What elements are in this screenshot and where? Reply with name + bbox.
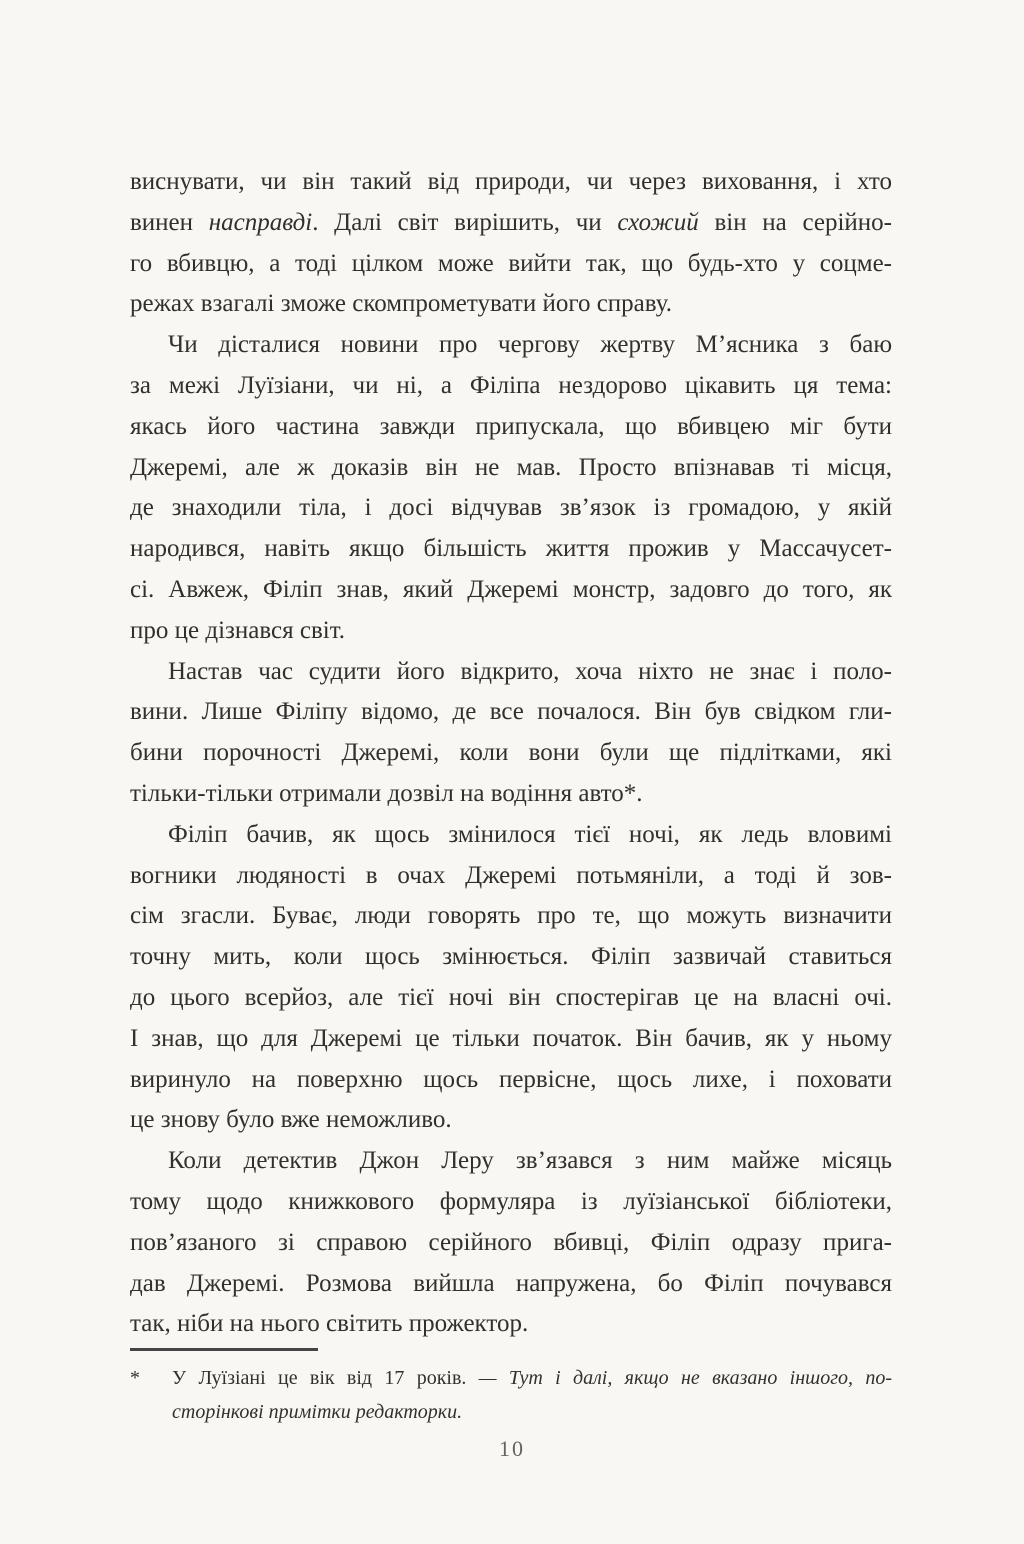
footnote-divider: [130, 1348, 318, 1351]
text-line: Джеремі, але ж доказів він не мав. Просто впізнавав ті місця,: [130, 453, 892, 481]
text-line: го вбивцю, а тоді цілком може вийти так, що будь-хто у соцме-: [130, 249, 892, 277]
text-line: вогники людяності в очах Джеремі потьмяніли, а тоді й зов-: [130, 861, 892, 889]
paragraph: [130, 325, 892, 651]
text-line: сторінкові примітки редакторки.: [172, 1401, 463, 1423]
footnote-marker: *: [130, 1367, 140, 1389]
text-line: де знаходили тіла, і досі відчував зв’язок із громадою, у якій: [130, 494, 892, 522]
text-line: за межі Луїзіани, чи ні, а Філіпа нездорово цікавить ця тема:: [130, 371, 892, 399]
footnote-text: [172, 1361, 892, 1429]
text-line: дав Джеремі. Розмова вийшла напружена, бо Філіп почувався: [130, 1269, 892, 1297]
text-line: точну мить, коли щось змінюється. Філіп зазвичай ставиться: [130, 943, 892, 971]
text-line: сі. Авжеж, Філіп знав, який Джеремі монстр, задовго до того, як: [130, 575, 892, 603]
text-line: вини. Лише Філіпу відомо, де все почалося. Він був свідком гли-: [130, 698, 892, 726]
text-line: пов’язаного зі справою серійного вбивці, Філіп одразу прига-: [130, 1228, 892, 1256]
text-line: сім згасли. Буває, люди говорять про те, що можуть визначити: [130, 902, 892, 930]
text-line: виринуло на поверхню щось первісне, щось лихе, і поховати: [130, 1065, 892, 1093]
paragraph: [130, 1141, 892, 1345]
text-line: тому щодо книжкового формуляра із луїзіанської бібліотеки,: [130, 1187, 892, 1215]
text-line: це знову було вже неможливо.: [130, 1106, 452, 1134]
text-line: так, ніби на нього світить прожектор.: [130, 1310, 529, 1338]
page-number: 10: [499, 1436, 525, 1461]
text-line: Коли детектив Джон Леру зв’язався з ним майже місяць: [168, 1147, 892, 1175]
paragraph: [130, 162, 892, 325]
text-line: до цього всерйоз, але тієї ночі він спостерігав це на власні очі.: [130, 983, 892, 1011]
text-line: Філіп бачив, як щось змінилося тієї ночі, як ледь вловимі: [168, 820, 892, 848]
body-text: [130, 162, 892, 1345]
text-line: якась його частина завжди припускала, що вбивцею міг бути: [130, 412, 892, 440]
text-line: народився, навіть якщо більшість життя прожив у Массачусет-: [130, 535, 892, 563]
text-line: про це дізнався світ.: [130, 616, 346, 644]
text-line: тільки-тільки отримали дозвіл на водіння авто*.: [130, 779, 643, 807]
text-line: І знав, що для Джеремі це тільки початок. Він бачив, як у ньому: [130, 1024, 892, 1052]
text-line: режах взагалі зможе скомпрометувати його справу.: [130, 290, 672, 318]
text-line: У Луїзіані це вік від 17 років. — Тут і далі, якщо не вказано іншого, по-: [172, 1367, 892, 1389]
paragraph: [130, 652, 892, 815]
paragraph: [130, 815, 892, 1141]
text-line: бини порочності Джеремі, коли вони були ще підлітками, які: [130, 739, 892, 767]
text-line: винен насправді. Далі світ вирішить, чи схожий він на серійно-: [130, 208, 892, 236]
text-line: Чи дісталися новини про чергову жертву М’ясника з баю: [168, 331, 892, 359]
text-line: виснувати, чи він такий від природи, чи через виховання, і хто: [130, 168, 892, 195]
text-line: Настав час судити його відкрито, хоча ніхто не знає і поло-: [168, 657, 892, 685]
footnote: [130, 1348, 892, 1429]
